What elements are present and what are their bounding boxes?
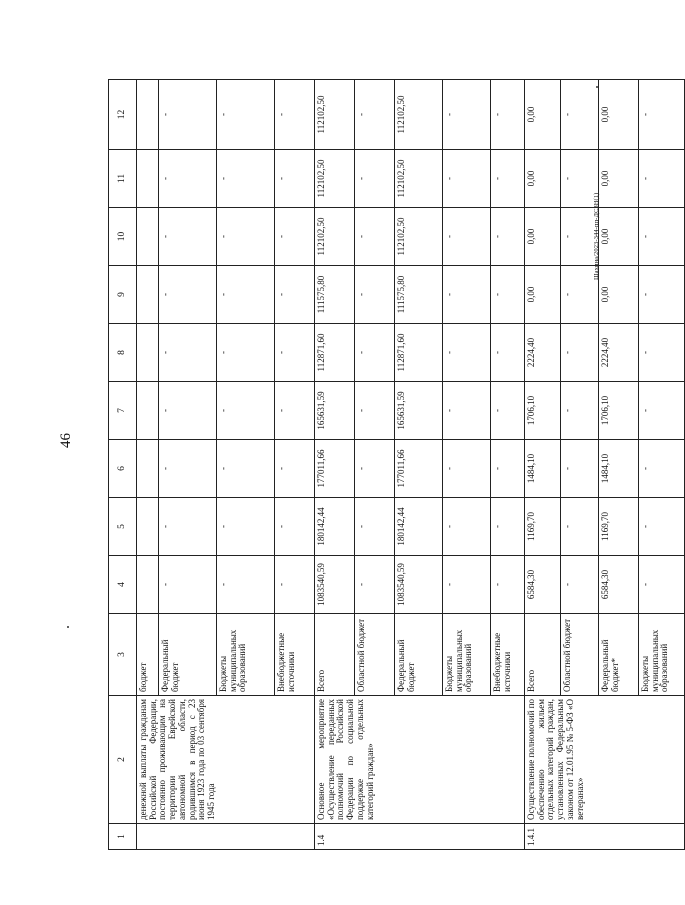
value-cell: - xyxy=(491,208,525,266)
value-cell: - xyxy=(443,150,491,208)
header-cell: 9 xyxy=(109,266,137,324)
value-cell: - xyxy=(443,556,491,614)
value-cell: - xyxy=(275,440,315,498)
value-cell: - xyxy=(159,150,217,208)
header-cell: 5 xyxy=(109,498,137,556)
row-number-cell: 1.4.1 xyxy=(525,824,685,850)
header-row xyxy=(109,80,137,850)
value-cell: 112871,60 xyxy=(395,324,443,382)
table-body xyxy=(109,80,685,850)
value-cell: - xyxy=(217,498,275,556)
funding-source-cell: Бюджеты муниципальных образований xyxy=(443,614,491,696)
value-cell: - xyxy=(355,498,395,556)
table-row xyxy=(137,80,159,850)
funding-source-cell: Всего xyxy=(315,614,355,696)
value-cell: - xyxy=(159,498,217,556)
scan-dot xyxy=(596,86,598,88)
value-cell: - xyxy=(561,80,599,150)
value-cell: 180142,44 xyxy=(315,498,355,556)
value-cell: 112102,50 xyxy=(395,208,443,266)
value-cell: - xyxy=(355,440,395,498)
value-cell xyxy=(137,382,159,440)
value-cell: - xyxy=(355,266,395,324)
page-number: 46 xyxy=(58,433,74,448)
value-cell: 177011,66 xyxy=(395,440,443,498)
value-cell: 0,00 xyxy=(599,208,639,266)
value-cell: - xyxy=(159,80,217,150)
value-cell: 1484,10 xyxy=(599,440,639,498)
value-cell: - xyxy=(159,382,217,440)
value-cell: 112871,60 xyxy=(315,324,355,382)
value-cell: - xyxy=(639,556,685,614)
value-cell: - xyxy=(491,150,525,208)
value-cell: - xyxy=(159,556,217,614)
funding-source-cell: Областной бюджет xyxy=(561,614,599,696)
header-cell: 2 xyxy=(109,696,137,824)
header-cell: 8 xyxy=(109,324,137,382)
value-cell xyxy=(137,266,159,324)
value-cell: 112102,50 xyxy=(315,208,355,266)
value-cell: - xyxy=(561,382,599,440)
header-cell: 1 xyxy=(109,824,137,850)
value-cell: - xyxy=(443,382,491,440)
value-cell: 112102,50 xyxy=(395,80,443,150)
value-cell: - xyxy=(491,324,525,382)
funding-source-cell: Федеральный бюджет xyxy=(159,614,217,696)
value-cell: 177011,66 xyxy=(315,440,355,498)
value-cell xyxy=(137,80,159,150)
value-cell xyxy=(137,208,159,266)
funding-source-cell: бюджет xyxy=(137,614,159,696)
value-cell: - xyxy=(443,324,491,382)
value-cell: - xyxy=(639,324,685,382)
value-cell: 1706,10 xyxy=(525,382,561,440)
value-cell: - xyxy=(561,150,599,208)
measure-name-cell: Осуществление полномочий по обеспечению жильем отдельных категорий граждан, установленных Федеральным законом от 12.01.95 № 5-ФЗ «О ветеранах» xyxy=(525,696,685,824)
value-cell: - xyxy=(639,208,685,266)
value-cell: - xyxy=(355,150,395,208)
document-footer-code: Шахина/2023-344-пп-ДСЗН(1) xyxy=(593,192,600,280)
header-cell: 11 xyxy=(109,150,137,208)
value-cell: - xyxy=(275,208,315,266)
value-cell: 1484,10 xyxy=(525,440,561,498)
value-cell: 0,00 xyxy=(599,150,639,208)
value-cell: - xyxy=(639,266,685,324)
value-cell: 165631,59 xyxy=(395,382,443,440)
value-cell: 165631,59 xyxy=(315,382,355,440)
value-cell: - xyxy=(217,556,275,614)
value-cell: - xyxy=(639,382,685,440)
value-cell: - xyxy=(217,266,275,324)
value-cell: - xyxy=(275,382,315,440)
value-cell: 111575,80 xyxy=(395,266,443,324)
funding-source-cell: Всего xyxy=(525,614,561,696)
value-cell: 180142,44 xyxy=(395,498,443,556)
value-cell: 2224,40 xyxy=(599,324,639,382)
value-cell: - xyxy=(491,440,525,498)
value-cell: - xyxy=(491,498,525,556)
value-cell: - xyxy=(217,80,275,150)
funding-source-cell: Бюджеты муниципальных образований xyxy=(639,614,685,696)
value-cell: - xyxy=(443,266,491,324)
value-cell: - xyxy=(561,556,599,614)
value-cell: - xyxy=(443,440,491,498)
value-cell: - xyxy=(217,208,275,266)
budget-table xyxy=(108,79,685,850)
value-cell: - xyxy=(639,80,685,150)
header-cell: 6 xyxy=(109,440,137,498)
header-cell: 10 xyxy=(109,208,137,266)
funding-source-cell: Внебюджетные источники xyxy=(275,614,315,696)
header-cell: 12 xyxy=(109,80,137,150)
measure-name-cell: Основное мероприятие «Осуществление переданных полномочий Российской Федерации по социальной поддержке отдельных категорий граждан» xyxy=(315,696,525,824)
value-cell: 1169,70 xyxy=(599,498,639,556)
value-cell: - xyxy=(217,382,275,440)
value-cell: - xyxy=(217,150,275,208)
value-cell: - xyxy=(355,556,395,614)
value-cell: 0,00 xyxy=(525,208,561,266)
value-cell: 1706,10 xyxy=(599,382,639,440)
value-cell: 112102,50 xyxy=(315,150,355,208)
value-cell: 111575,80 xyxy=(315,266,355,324)
value-cell xyxy=(137,440,159,498)
table-row xyxy=(315,80,355,850)
value-cell xyxy=(137,498,159,556)
value-cell: 2224,40 xyxy=(525,324,561,382)
value-cell: - xyxy=(159,208,217,266)
value-cell: - xyxy=(159,440,217,498)
value-cell: 0,00 xyxy=(525,266,561,324)
value-cell: 1083540,59 xyxy=(395,556,443,614)
value-cell: - xyxy=(443,498,491,556)
row-number-cell: 1.4 xyxy=(315,824,525,850)
value-cell: - xyxy=(355,80,395,150)
value-cell: - xyxy=(491,266,525,324)
value-cell: - xyxy=(355,208,395,266)
value-cell: - xyxy=(639,498,685,556)
value-cell: - xyxy=(443,208,491,266)
value-cell: - xyxy=(355,324,395,382)
funding-source-cell: Федеральный бюджет xyxy=(395,614,443,696)
measure-name-cell: денежной выплаты гражданам Российской Федерации, постоянно проживающим на территории Еврейской автономной области, родившимся в период с 23 июня 1923 года по 03 сентября 1945 года xyxy=(137,696,315,824)
funding-source-cell: Областной бюджет xyxy=(355,614,395,696)
value-cell: - xyxy=(275,266,315,324)
scan-dot xyxy=(67,626,69,628)
value-cell: - xyxy=(443,80,491,150)
value-cell: - xyxy=(639,150,685,208)
value-cell: - xyxy=(561,266,599,324)
value-cell xyxy=(137,556,159,614)
header-cell: 4 xyxy=(109,556,137,614)
value-cell: - xyxy=(275,556,315,614)
value-cell: - xyxy=(561,324,599,382)
value-cell: - xyxy=(275,150,315,208)
header-cell: 3 xyxy=(109,614,137,696)
value-cell: 6584,30 xyxy=(599,556,639,614)
funding-source-cell: Федеральный бюджет* xyxy=(599,614,639,696)
table-row xyxy=(525,80,561,850)
value-cell: - xyxy=(217,324,275,382)
row-number-cell xyxy=(137,824,315,850)
value-cell: 6584,30 xyxy=(525,556,561,614)
header-cell: 7 xyxy=(109,382,137,440)
value-cell: 0,00 xyxy=(599,266,639,324)
value-cell: - xyxy=(561,208,599,266)
value-cell xyxy=(137,324,159,382)
value-cell: - xyxy=(561,440,599,498)
value-cell: 112102,50 xyxy=(315,80,355,150)
funding-source-cell: Бюджеты муниципальных образований xyxy=(217,614,275,696)
value-cell: - xyxy=(355,382,395,440)
value-cell: - xyxy=(491,382,525,440)
value-cell: - xyxy=(561,498,599,556)
value-cell: - xyxy=(159,266,217,324)
value-cell: - xyxy=(491,80,525,150)
value-cell: 0,00 xyxy=(525,150,561,208)
value-cell: 0,00 xyxy=(525,80,561,150)
value-cell: 1083540,59 xyxy=(315,556,355,614)
value-cell: - xyxy=(275,498,315,556)
value-cell: 1169,70 xyxy=(525,498,561,556)
value-cell: 112102,50 xyxy=(395,150,443,208)
value-cell: - xyxy=(275,324,315,382)
funding-source-cell: Внебюджетные источники xyxy=(491,614,525,696)
value-cell: 0,00 xyxy=(599,80,639,150)
value-cell: - xyxy=(159,324,217,382)
value-cell: - xyxy=(491,556,525,614)
value-cell xyxy=(137,150,159,208)
value-cell: - xyxy=(275,80,315,150)
value-cell: - xyxy=(217,440,275,498)
value-cell: - xyxy=(639,440,685,498)
